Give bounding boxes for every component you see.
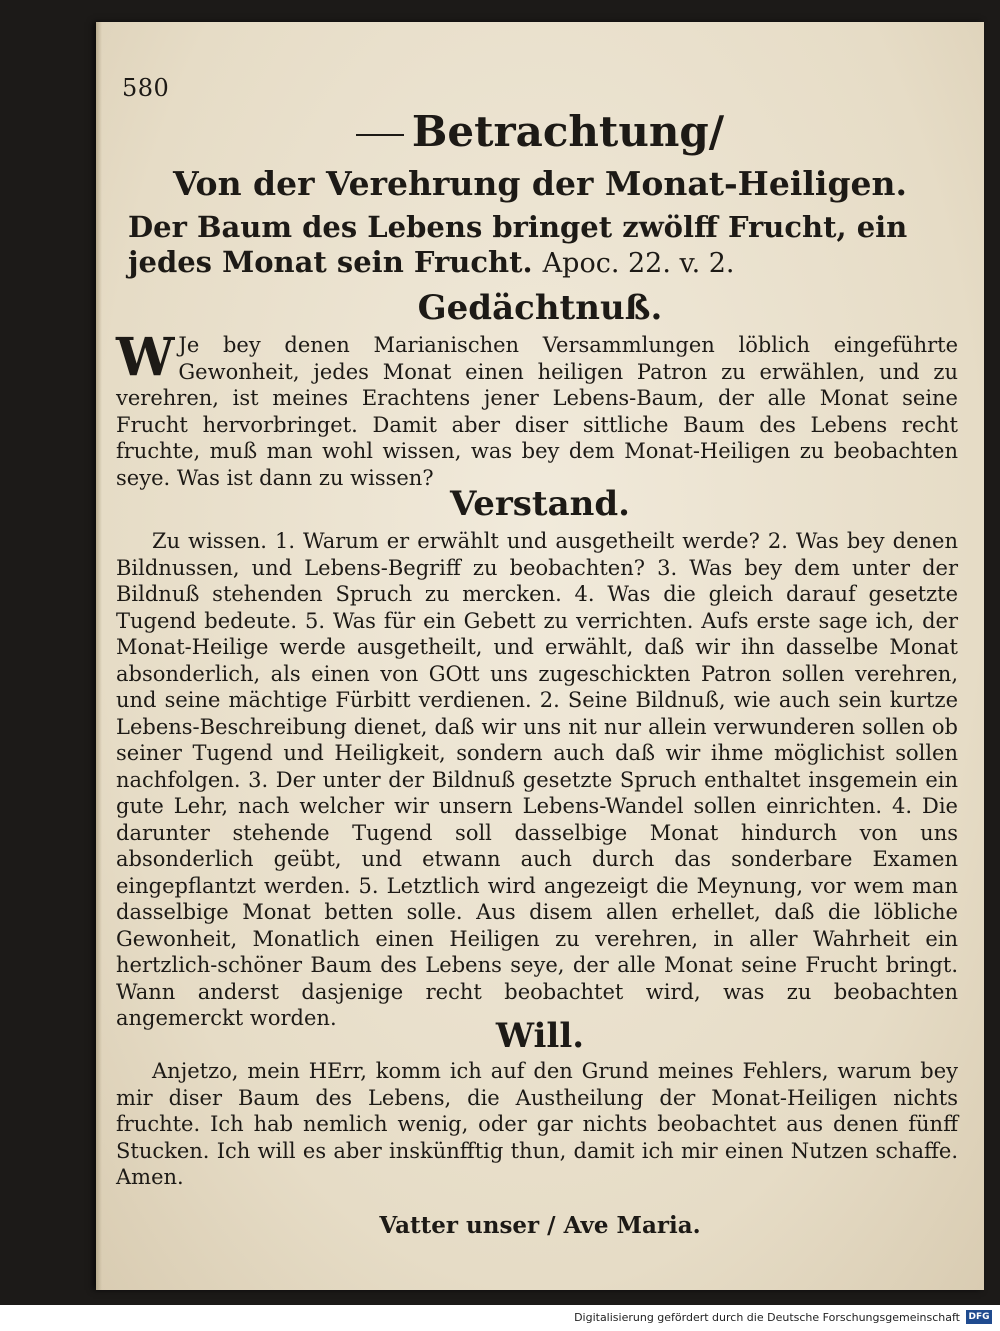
section-body-verstand: Zu wissen. 1. Warum er erwählt und ausgetheilt werde? 2. Was bey denen Bildnussen, und Lebens-Begriff zu beobachten? 3. Was bey dem unter der Bildnuß stehenden Spruch zu mercken. 4. Was die gleich darauf gesetzte Tugend bedeute. 5. Was für ein Gebett zu verrichten. Aufs erste sage ich, der Monat-Heilige werde ausgetheilt, und erwählt, daß wir ihn dasselbe Monat absonderlich, als einen von GOtt uns zugeschickten Patron sollen verehren, und seine mächtige Fürbitt verdienen. 2. Seine Bildnuß, wie auch sein kurtze Lebens-Beschreibung dienet, daß wir uns nit nur allein verwunderen sollen ob seiner Tugend und Heiligkeit, sondern auch daß wir ihme möglichist sollen nachfolgen. 3. Der unter der Bildnuß gesetzte Spruch enthaltet insgemein ein gute Lehr, nach welcher wir unsern Lebens-Wandel sollen einrichten. 4. Die darunter stehende Tugend soll dasselbige Monat hindurch von uns absonderlich geübt, und etwann auch durch das sonderbare Examen eingepflantzt werden. 5. Letztlich wird angezeigt die Meynung, vor wem man dasselbige Monat betten solle. Aus disem allen erhellet, daß die löbliche Gewonheit, Monatlich einen Heiligen zu verehren, in aller Wahrheit ein hertzlich-schöner Baum des Lebens seye, der alle Monat seine Frucht bringt. Wann anderst dasjenige recht beobachtet wird, was zu beobachten angemerckt worden.	[116, 529, 958, 1030]
gedaechtnuss-text: Je bey denen Marianischen Versammlungen löblich eingeführte Gewonheit, jedes Monat einen heiligen Patron zu erwählen, und zu verehren, ist meines Erachtens jener Lebens-Baum, der alle Monat seine Frucht hervorbringet. Damit aber diser sittliche Baum des Lebens recht fruchte, muß man wohl wissen, was bey dem Monat-Heiligen zu beobachten seye. Was ist dann zu wissen?	[116, 333, 958, 490]
section-body-will: Anjetzo, mein HErr, komm ich auf den Grund meines Fehlers, warum bey mir diser Baum des Lebens, die Austheilung der Monat-Heiligen nichts fruchte. Ich hab nemlich wenig, oder gar nichts beobachtet aus denen fünff Stucken. Ich will es aber inskünfftig thun, damit ich mir einen Nutzen schaffe. Amen.	[116, 1059, 958, 1189]
subtitle: Von der Verehrung der Monat-Heiligen.	[172, 164, 908, 203]
closing-prayer: Vatter unser / Ave Maria.	[379, 1212, 701, 1239]
motto	[128, 210, 960, 281]
section-heading-gedaechtnuss: Gedächtnuß.	[417, 288, 663, 328]
drop-cap: W	[116, 327, 175, 388]
section-body-gedaechtnuss	[116, 327, 958, 491]
title-text: Betrachtung/	[411, 107, 725, 156]
motto-reference: Apoc. 22. v. 2.	[542, 248, 735, 279]
section-heading-will: Will.	[495, 1016, 585, 1056]
funding-credit: Digitalisierung gefördert durch die Deutsche Forschungsgemeinschaft	[574, 1311, 960, 1324]
page-number: 580	[122, 74, 170, 102]
motto-text: Der Baum des Lebens bringet zwölff Frucht, ein jedes Monat sein Frucht.	[128, 210, 908, 279]
title-rule	[356, 134, 404, 136]
book-page	[96, 22, 984, 1290]
section-heading-verstand: Verstand.	[449, 484, 630, 524]
dfg-logo: DFG	[966, 1310, 992, 1324]
footer-bar	[0, 1305, 1000, 1331]
page-title	[96, 108, 984, 156]
